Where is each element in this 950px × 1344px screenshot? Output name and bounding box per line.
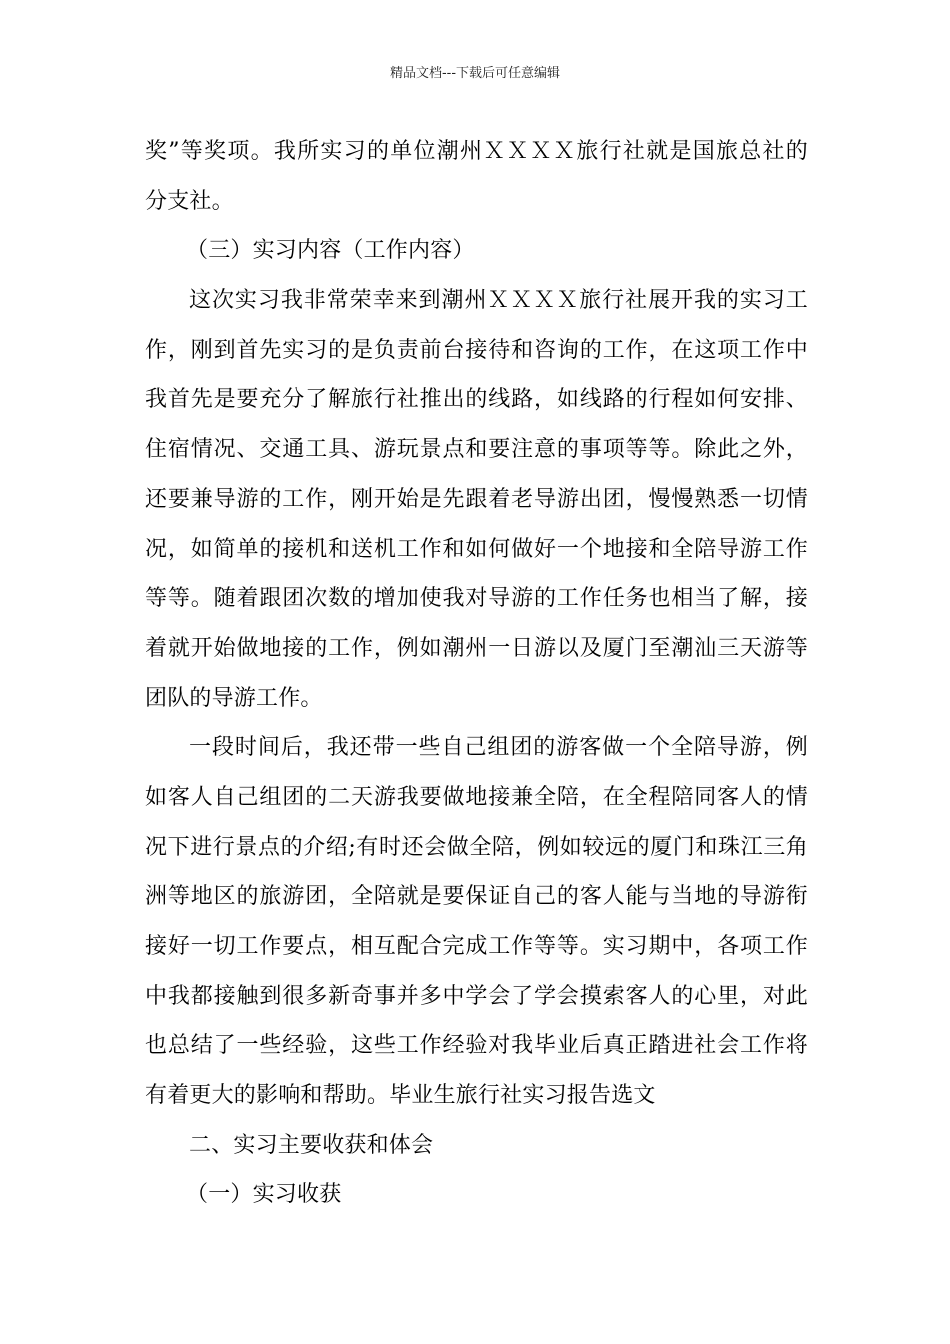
text-line: 住宿情况、交通工具、游玩景点和要注意的事项等等。除此之外，: [145, 437, 808, 463]
text-line: 中我都接触到很多新奇事并多中学会了学会摸索客人的心里，对此: [145, 983, 808, 1009]
text-line: 团队的导游工作。: [145, 685, 323, 711]
section-subheading: （一）实习收获: [186, 1182, 342, 1208]
text-line: 况，如简单的接机和送机工作和如何做好一个地接和全陪导游工作: [145, 536, 808, 562]
text-line: 这次实习我非常荣幸来到潮州ＸＸＸＸ旅行社展开我的实习工: [189, 288, 808, 314]
section-heading: 二、实习主要收获和体会: [189, 1132, 434, 1158]
text-line: 有着更大的影响和帮助。毕业生旅行社实习报告选文: [145, 1083, 656, 1109]
document-body: [145, 127, 808, 1220]
text-line: 作，刚到首先实习的是负责前台接待和咨询的工作，在这项工作中: [145, 337, 808, 363]
section-subheading: （三）实习内容（工作内容）: [186, 238, 475, 264]
text-line: 接好一切工作要点，相互配合完成工作等等。实习期中，各项工作: [145, 934, 808, 959]
text-line: 如客人自己组团的二天游我要做地接兼全陪，在全程陪同客人的情: [145, 784, 808, 810]
text-line: 还要兼导游的工作，刚开始是先跟着老导游出团，慢慢熟悉一切情: [145, 486, 808, 512]
text-line: 况下进行景点的介绍;有时还会做全陪，例如较远的厦门和珠江三角: [145, 834, 808, 860]
text-line: 奖”等奖项。我所实习的单位潮州ＸＸＸＸ旅行社就是国旅总社的: [145, 139, 808, 164]
text-line: 着就开始做地接的工作，例如潮州一日游以及厦门至潮汕三天游等: [145, 635, 808, 661]
text-line: 分支社。: [145, 188, 234, 214]
text-line: 我首先是要充分了解旅行社推出的线路，如线路的行程如何安排、: [145, 387, 808, 413]
text-line: 一段时间后，我还带一些自己组团的游客做一个全陪导游，例: [189, 735, 808, 761]
text-line: 也总结了一些经验，这些工作经验对我毕业后真正踏进社会工作将: [145, 1033, 808, 1059]
page-header: 精品文档---下载后可任意编辑: [389, 66, 561, 81]
text-line: 等等。随着跟团次数的增加使我对导游的工作任务也相当了解，接: [145, 586, 808, 612]
text-line: 洲等地区的旅游团，全陪就是要保证自己的客人能与当地的导游衔: [145, 884, 808, 910]
